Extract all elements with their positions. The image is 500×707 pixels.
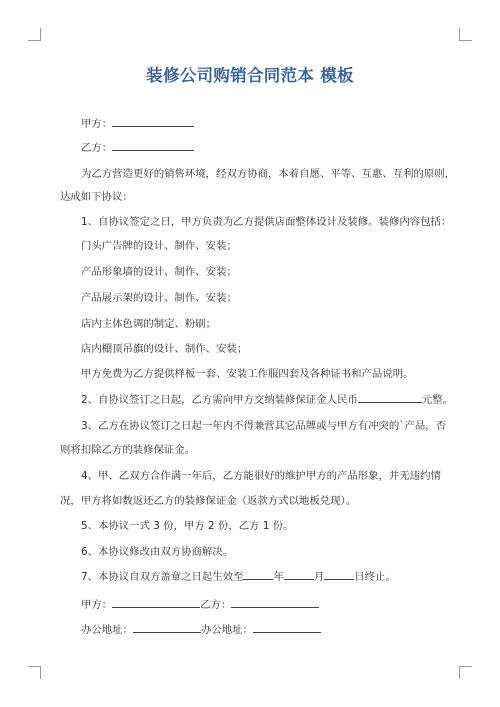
document-title: 装修公司购销合同范本 模板	[146, 66, 354, 85]
decoration-item-5: 店内棚顶吊旗的设计、制作、安装；	[81, 343, 248, 355]
clause-2	[60, 387, 453, 413]
clause-7-year: 年	[273, 571, 284, 583]
corner-mark-top-left	[28, 28, 41, 41]
clause-6: 6、本协议修改由双方协商解决。	[81, 546, 234, 558]
corner-mark-top-right	[459, 28, 472, 41]
clause-7-suffix: 日终止。	[354, 571, 396, 583]
clause-3-line-1: 3、乙方在协议签订之日起一年内不得兼营其它品牌或与甲方有冲突的`产品，否	[81, 420, 447, 432]
office-a-label: 办公地址：	[81, 624, 133, 636]
party-a-line	[60, 111, 442, 137]
party-b-blank[interactable]	[112, 138, 194, 151]
party-a-blank[interactable]	[112, 114, 194, 127]
office-b-blank[interactable]	[253, 620, 321, 633]
clause-2-suffix: 元整。	[421, 394, 453, 406]
clause-7-month: 月	[313, 571, 325, 583]
corner-mark-bottom-right	[459, 666, 472, 679]
sign-party-b-blank[interactable]	[231, 595, 319, 608]
office-address-line	[60, 617, 442, 643]
clause-3-line-2: 则将扣除乙方的装修保证金。	[60, 444, 196, 456]
clause-4-line-1: 4、甲、乙双方合作满一年后，乙方能很好的维护甲方的产品形象，并无违约情	[81, 470, 441, 482]
signature-line	[60, 592, 442, 618]
decoration-item-4: 店内主体色调的制定、粉刷；	[81, 318, 217, 330]
sign-party-b-label: 乙方：	[200, 599, 232, 611]
free-provision-line: 甲方免费为乙方提供样板一套、安装工作服四套及各种证书和产品说明。	[81, 368, 414, 380]
sign-party-a-blank[interactable]	[112, 595, 200, 608]
corner-mark-bottom-left	[28, 666, 41, 679]
office-b-label: 办公地址：	[200, 624, 253, 636]
clause-7-text: 7、本协议自双方盖章之日起生效至	[81, 571, 244, 583]
clause-1: 1、自协议签定之日，甲方负责为乙方提供店面整体设计及装修。装修内容包括：	[81, 216, 452, 228]
party-a-label: 甲方：	[81, 118, 113, 130]
sign-party-a-label: 甲方：	[81, 599, 113, 611]
party-b-line	[60, 135, 442, 161]
clause-5: 5、本协议一式 3 份，甲方 2 份，乙方 1 份。	[81, 520, 294, 532]
intro-line-2: 达成如下协议：	[60, 191, 133, 203]
decoration-item-3: 产品展示架的设计、制作、安装；	[81, 292, 237, 304]
clause-4-line-2: 况，甲方将如数返还乙方的装修保证金（返款方式以地板兑现）。	[60, 495, 357, 507]
intro-line-1: 为乙方营造更好的销售环境，经双方协商，本着自愿、平等、互惠、互利的原则，	[81, 168, 456, 180]
end-month-blank[interactable]	[284, 567, 314, 580]
decoration-item-1: 门头广告牌的设计、制作、安装；	[81, 240, 237, 252]
office-a-blank[interactable]	[133, 620, 201, 633]
decoration-item-2: 产品形象墙的设计、制作、安装；	[81, 266, 237, 278]
clause-7	[60, 564, 442, 590]
clause-2-text: 2、自协议签订之日起，乙方需向甲方交纳装修保证金人民币	[81, 394, 358, 406]
end-year-blank[interactable]	[243, 567, 273, 580]
deposit-amount-blank[interactable]	[358, 390, 422, 403]
end-day-blank[interactable]	[324, 567, 354, 580]
party-b-label: 乙方：	[81, 142, 113, 154]
